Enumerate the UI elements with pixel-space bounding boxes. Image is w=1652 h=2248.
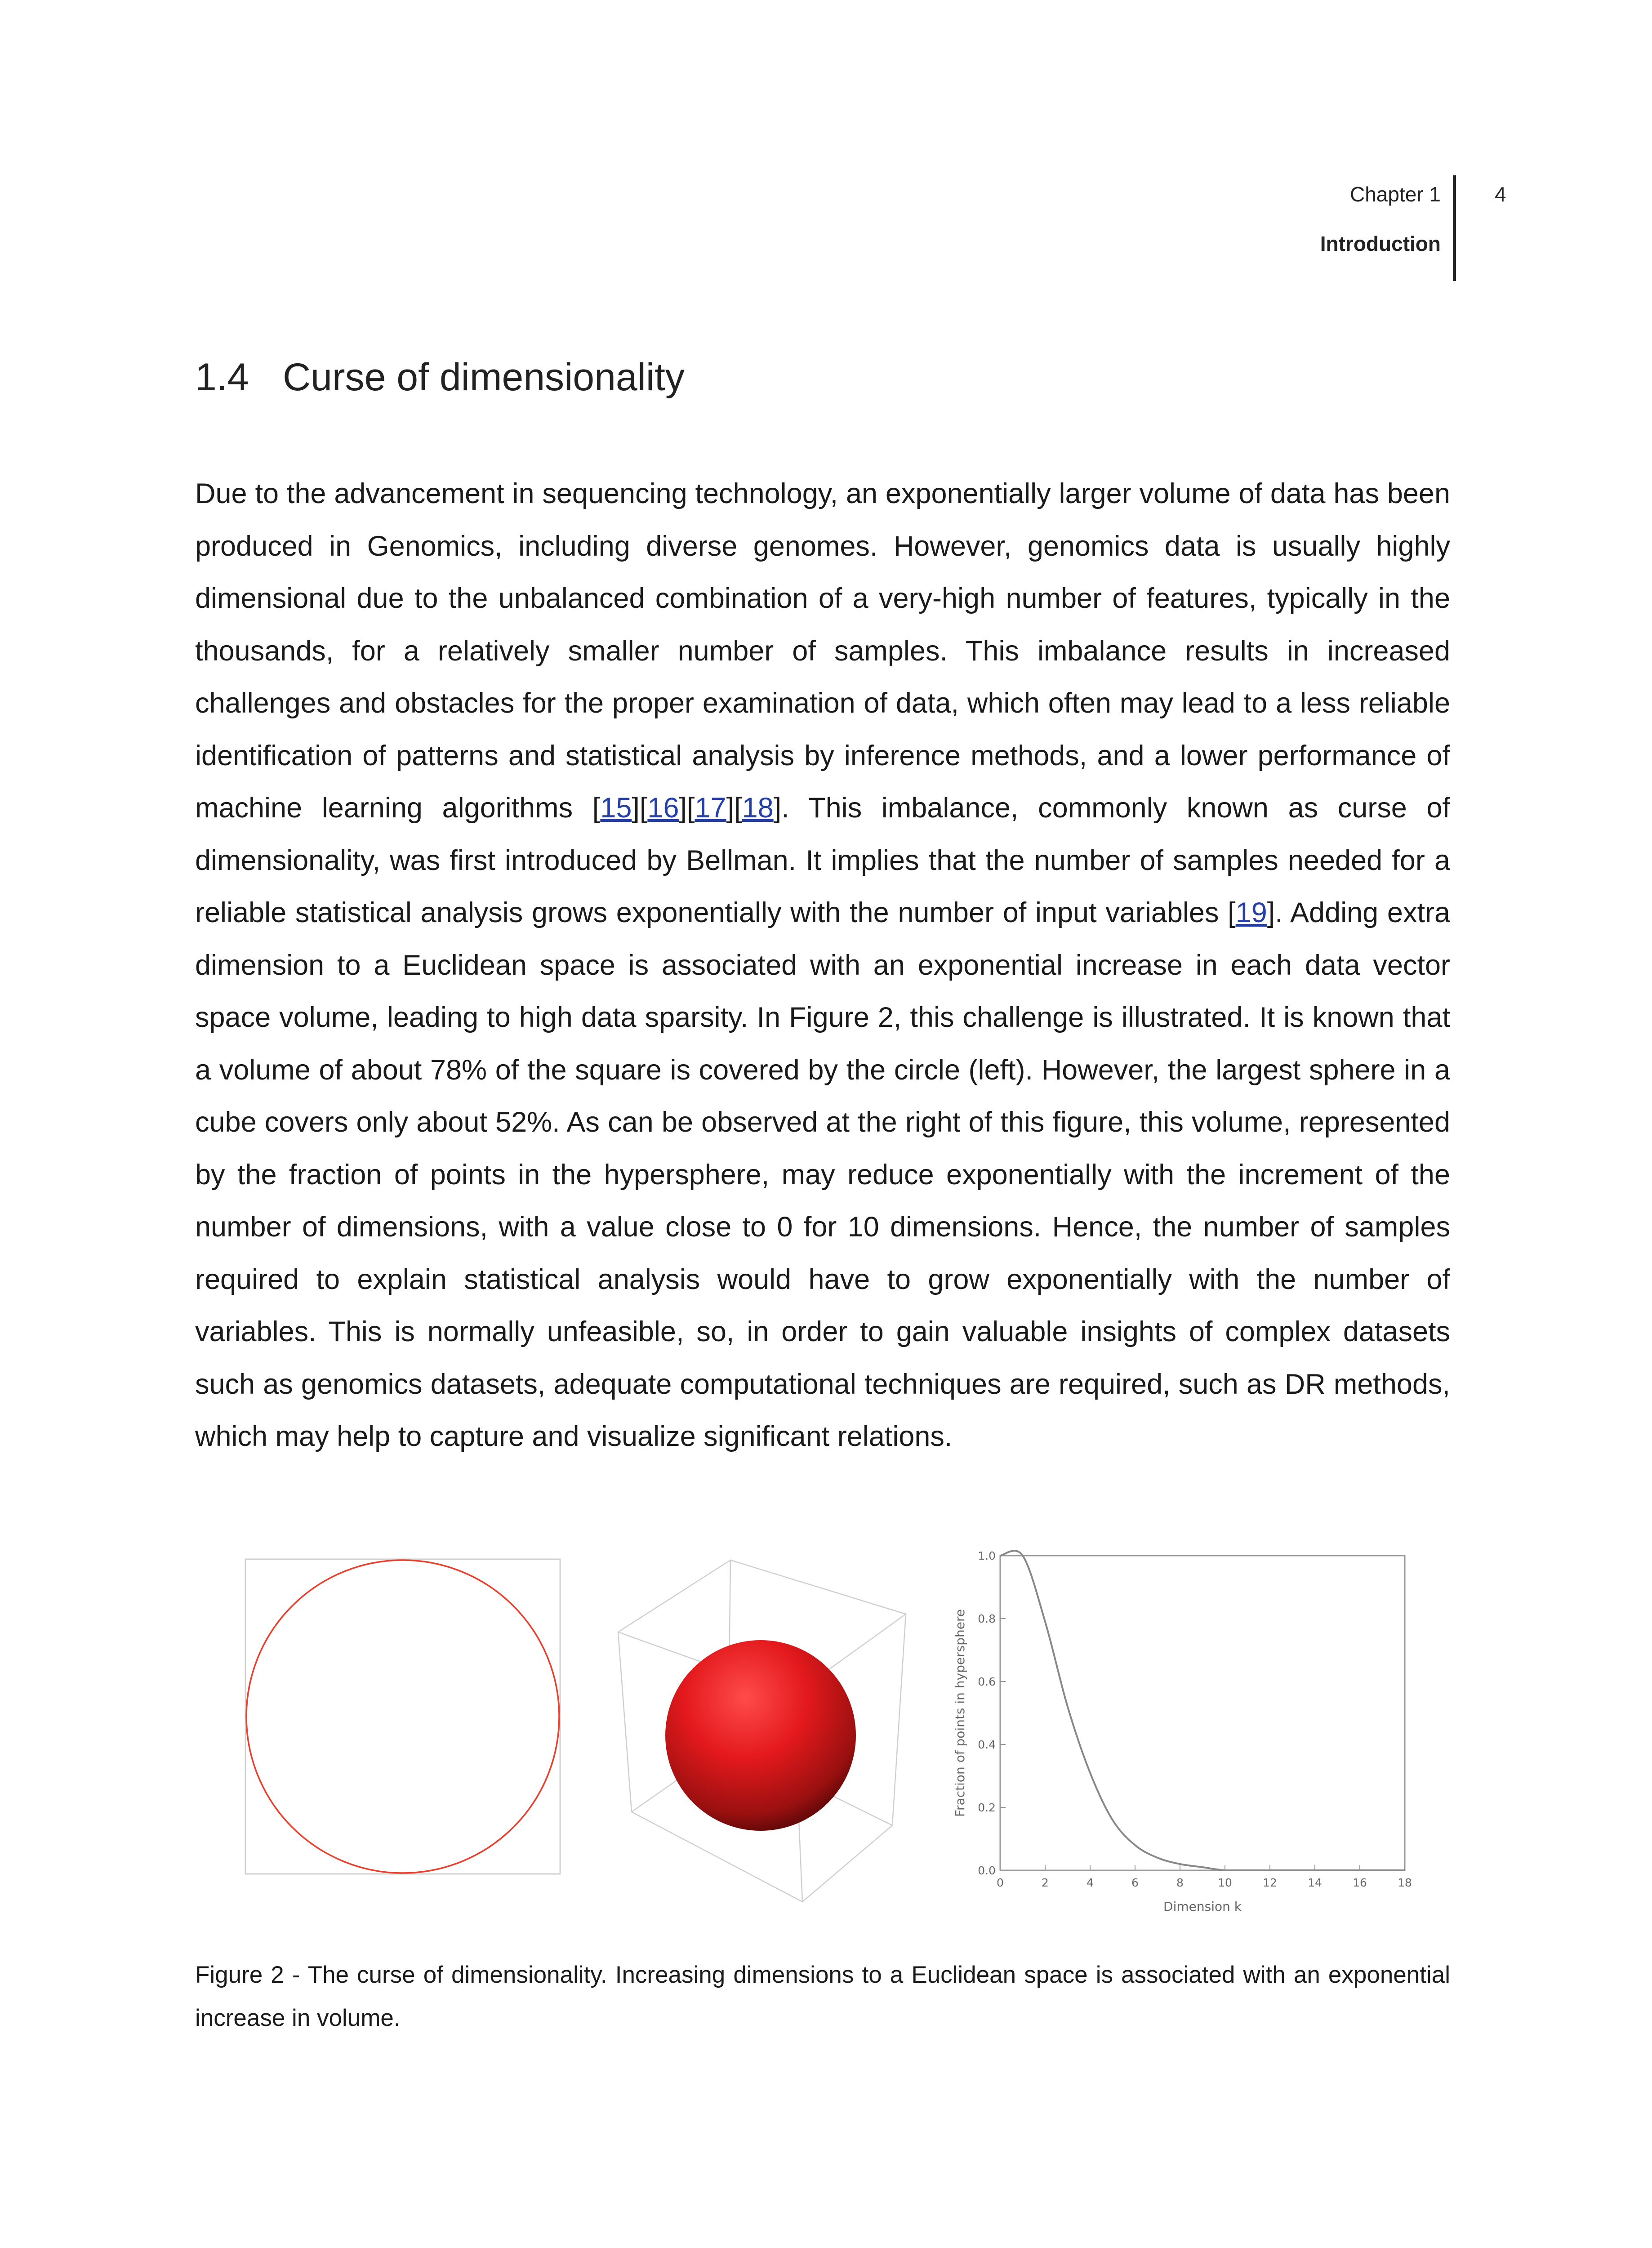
sphere — [665, 1640, 856, 1831]
page-number: 4 — [1495, 183, 1506, 206]
citation-separator: ][ — [679, 792, 695, 824]
y-axis-label: Fraction of points in hypersphere — [953, 1609, 967, 1817]
citation-link-19[interactable]: 19 — [1235, 897, 1267, 928]
section-heading — [195, 355, 685, 400]
body-text-part-3: ]. Adding extra dimension to a Euclidean space is associated with an exponential increase in each data vector space volume, leading to high data sparsity. In Figure 2, this challenge is illustrated. It is known that a volume of about 78% of the square is covered by the circle (left). However, the largest sphere in a cube covers only about 52%. As can be observed at the right of this figure, this volume, represented by the fraction of points in the hypersphere, may reduce exponentially with the increment of the number of dimensions, with a value close to 0 for 10 dimensions. Hence, the number of samples required to explain statistical analysis would have to grow exponentially with the number of variables. This is normally unfeasible, so, in order to gain valuable insights of complex datasets such as genomics datasets, adequate computational techniques are required, such as DR methods, which may help to capture and visualize significant relations. — [195, 897, 1450, 1452]
inscribed-circle — [246, 1560, 559, 1873]
citation-link-15[interactable]: 15 — [600, 792, 632, 824]
y-tick-label: 1.0 — [978, 1549, 996, 1562]
fraction-chart — [948, 1547, 1438, 1915]
running-header-section: Introduction — [1320, 232, 1441, 255]
series-points — [1000, 1556, 1405, 1871]
y-tick-label: 0.4 — [978, 1738, 996, 1751]
body-text — [195, 468, 1450, 1463]
x-axis-label: Dimension k — [1163, 1899, 1242, 1914]
y-tick-label: 0.8 — [978, 1612, 996, 1625]
x-tick-label: 18 — [1398, 1876, 1412, 1889]
series-line — [1000, 1551, 1405, 1870]
citation-separator: ][ — [726, 792, 742, 824]
body-text-part-1: Due to the advancement in sequencing technology, an exponentially larger volume of data has been produced in Genomics, including diverse genomes. However, genomics data is usually highly dimensional due to the unbalanced combination of a very-high number of features, typically in the thousands, for a relatively smaller number of samples. This imbalance results in increased challenges and obstacles for the proper examination of data, which often may lead to a less reliable identification of patterns and statistical analysis by inference methods, and a lower performance of machine learning algorithms [ — [195, 478, 1450, 824]
citation-separator: ][ — [632, 792, 648, 824]
x-tick-label: 4 — [1086, 1876, 1094, 1889]
citation-link-16[interactable]: 16 — [647, 792, 679, 824]
x-axis-ticks — [997, 1865, 1412, 1889]
circle-in-square-figure — [242, 1556, 566, 1879]
running-header-chapter: Chapter 1 — [1349, 183, 1441, 206]
x-tick-label: 0 — [997, 1876, 1004, 1889]
y-tick-label: 0.2 — [978, 1801, 996, 1814]
x-tick-label: 6 — [1131, 1876, 1139, 1889]
x-tick-label: 8 — [1176, 1876, 1184, 1889]
x-tick-label: 16 — [1353, 1876, 1367, 1889]
y-axis-ticks — [978, 1549, 1006, 1877]
x-tick-label: 14 — [1308, 1876, 1322, 1889]
body-text-part-2: ]. This imbalance, commonly known as curse of dimensionality, was first introduced by Bellman. It implies that the number of samples needed for a reliable statistical analysis grows exponentially with the number of input variables [ — [195, 792, 1450, 928]
citation-link-17[interactable]: 17 — [695, 792, 726, 824]
x-tick-label: 2 — [1042, 1876, 1049, 1889]
x-tick-label: 12 — [1263, 1876, 1277, 1889]
section-title: Curse of dimensionality — [283, 356, 685, 399]
figure-caption: Figure 2 - The curse of dimensionality. Increasing dimensions to a Euclidean space is associated with an exponential increase in volume. — [195, 1962, 1450, 2031]
x-tick-label: 10 — [1218, 1876, 1232, 1889]
body-paragraph — [195, 468, 1450, 1463]
sphere-in-cube-figure — [614, 1556, 915, 1911]
header-rule — [1453, 175, 1456, 281]
citation-link-18[interactable]: 18 — [742, 792, 774, 824]
y-tick-label: 0.0 — [978, 1864, 996, 1877]
section-number: 1.4 — [195, 356, 249, 399]
y-tick-label: 0.6 — [978, 1675, 996, 1688]
plot-frame — [1000, 1556, 1405, 1870]
